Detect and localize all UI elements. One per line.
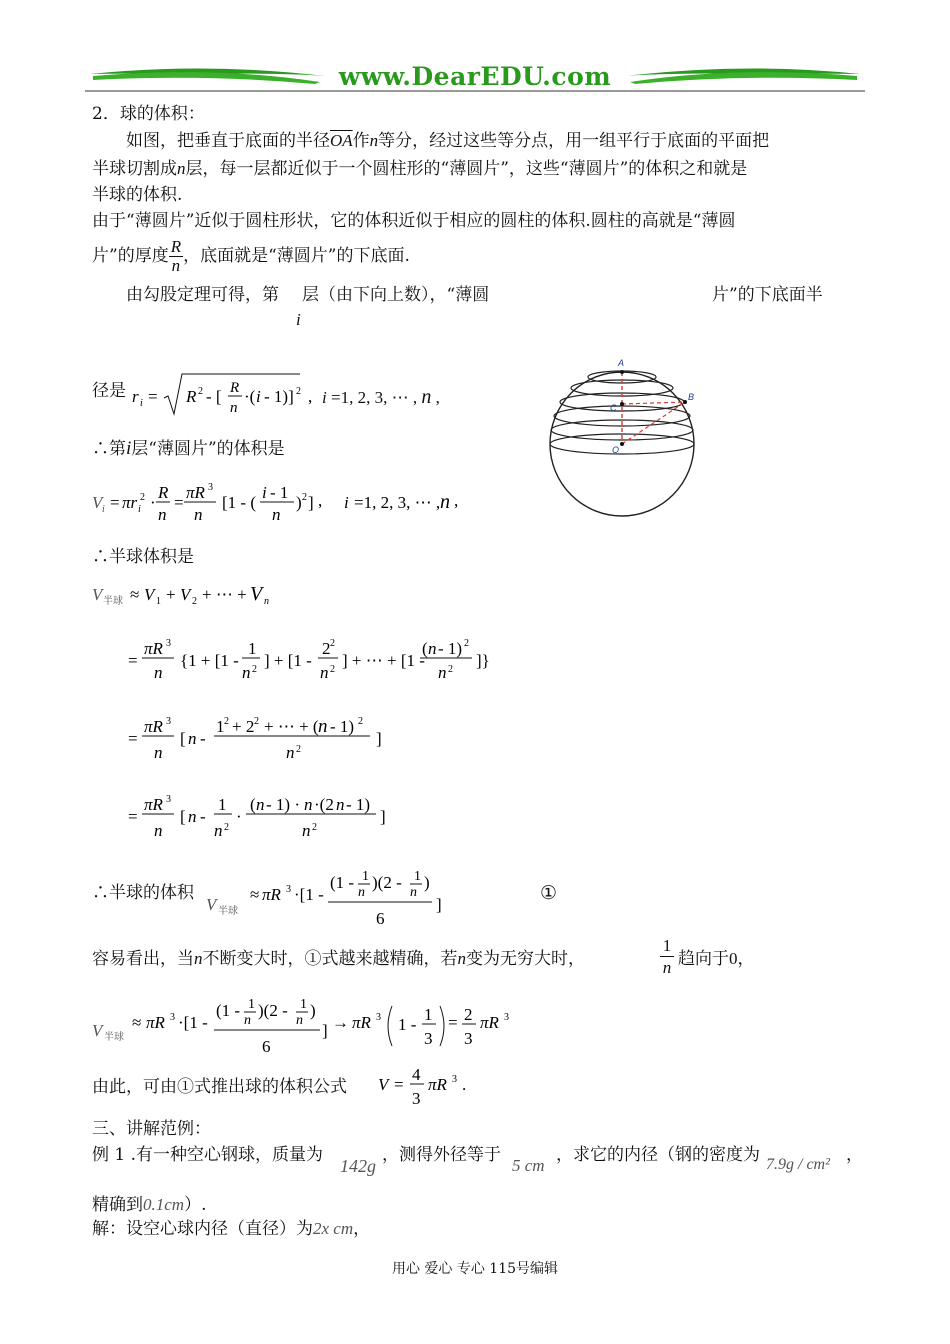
label-b: B [688,392,695,402]
svg-text:[1 - (: [1 - ( [222,493,256,512]
svg-text:2: 2 [140,492,145,503]
svg-text:3: 3 [208,482,213,493]
svg-text:]}: ]} [476,651,490,670]
text: 解：设空心球内径（直径）为 [92,1219,313,1239]
svg-text:n: n [336,795,345,814]
step-2-svg [126,712,426,770]
svg-text:V: V [250,583,263,605]
svg-text:≈: ≈ [132,1013,142,1032]
svg-text:- 1: - 1 [270,483,289,502]
numerator: R [170,237,182,256]
svg-text:+ ⋯ + (: + ⋯ + ( [264,717,319,736]
svg-text:πr: πr [122,493,138,512]
svg-text:R: R [230,380,240,396]
section-title: 三、讲解范例： [92,1119,211,1139]
svg-text:]: ] [322,1021,328,1040]
svg-text:3: 3 [170,1012,175,1023]
svg-text:i: i [262,483,267,502]
svg-text:] + ⋯ + [1 -: ] + ⋯ + [1 - [342,651,425,670]
svg-text:3: 3 [464,1029,473,1048]
paragraph-line [92,158,747,180]
svg-text:n: n [256,795,265,814]
math-mass: 142g [340,1156,376,1176]
svg-text:+ 2: + 2 [232,717,255,736]
svg-text:1: 1 [414,869,421,884]
equation-marker: ① [540,882,558,904]
text: ， [737,949,755,969]
text: 作 [352,131,370,151]
svg-text:n: n [194,505,203,524]
paragraph-line [92,438,285,460]
svg-text:]: ] [380,807,386,826]
svg-text:πR: πR [428,1075,447,1094]
text: 片”的下底面半 [712,285,823,305]
svg-text:·: · [236,807,242,826]
svg-text:- 1)]: - 1)] [264,387,294,406]
svg-text:(: ( [422,639,428,658]
svg-text:(1 -: (1 - [330,873,355,892]
svg-text:n: n [230,400,238,416]
text: 例 1 .有一种空心钢球，质量为 [92,1145,324,1165]
math-n: n [457,949,466,968]
svg-text:3: 3 [504,1012,509,1023]
svg-text:πR: πR [480,1013,499,1032]
svg-text:V: V [206,895,217,914]
svg-text:): ) [424,873,430,892]
svg-text:n: n [264,596,269,607]
svg-text:3: 3 [286,884,291,895]
svg-text:]: ] [376,729,382,748]
label-o: O [612,445,620,455]
svg-text:n: n [242,663,251,682]
svg-text:V: V [180,585,191,604]
text: 由勾股定理可得，第 [126,285,279,305]
section-title: 2．球的体积： [92,104,205,124]
svg-text:,: , [454,491,459,510]
svg-text:): ) [310,1001,316,1020]
svg-text:2: 2 [252,664,257,675]
svg-text:3: 3 [452,1074,457,1085]
svg-text:,: , [308,387,313,406]
svg-text:2: 2 [448,664,453,675]
svg-text:1: 1 [300,997,307,1012]
layer-volume-formula [90,476,490,536]
fraction-1-over-n: 1 n [660,936,674,979]
text: 如图，把垂直于底面的半径 [126,131,330,151]
svg-text:πR: πR [144,795,163,814]
svg-text:n: n [320,663,329,682]
svg-text:1: 1 [424,1005,433,1024]
sphere-volume-svg [376,1062,486,1114]
svg-text:3: 3 [412,1089,421,1108]
text: ∴半球的体积 [92,883,194,903]
text: 层，每一层都近似于一个圆柱形的“薄圆片”，这些“薄圆片”的体积之和就是 [185,159,748,179]
svg-text:=: = [128,729,138,748]
svg-text:πR: πR [144,717,163,736]
math-n: n [194,949,203,968]
text: 半球切割成 [92,159,177,179]
svg-text:=1, 2, 3, ⋯ ,: =1, 2, 3, ⋯ , [354,493,441,512]
math-density: 7.9g / cm² [766,1156,830,1173]
svg-text:V: V [92,1021,103,1040]
denominator: n [171,256,181,275]
svg-text:n: n [154,743,163,762]
text: ∴第 [92,439,126,459]
text: 变为无穷大时， [466,949,585,969]
text: 层（由下向上数），“薄圆 [302,285,490,305]
math-i: i [126,438,132,459]
math-precision: 0.1cm [143,1195,185,1214]
svg-text:n: n [286,743,295,762]
sphere-diagram [540,352,710,520]
paragraph-line: 半球的体积. [92,185,183,205]
svg-text:n: n [154,663,163,682]
svg-text:n: n [188,807,197,826]
svg-text:=: = [128,651,138,670]
svg-text:πR: πR [144,639,163,658]
page-footer: 用心 爱心 专心 115号编辑 [391,1261,559,1277]
svg-text:- 1): - 1) [330,717,355,736]
svg-text:i: i [140,398,143,409]
text: ）. [184,1195,207,1215]
svg-text:n: n [304,795,313,814]
svg-text:-: - [200,729,206,748]
svg-text:,: , [318,491,323,510]
svg-text:{1 + [1 -: {1 + [1 - [180,651,239,670]
svg-text:2: 2 [192,596,197,607]
paragraph-line [126,130,769,152]
svg-text:n: n [302,821,311,840]
text: 精确到 [92,1195,143,1215]
text: 由此，可由①式推出球的体积公式 [92,1077,347,1097]
sum-step-1 [126,634,526,694]
svg-text:i: i [344,493,349,512]
svg-text:2: 2 [464,638,469,649]
svg-text:.: . [462,1075,467,1094]
text: 容易看出，当 [92,949,194,969]
svg-text:·[1 -: ·[1 - [294,885,324,904]
layer-volume-svg [90,476,490,532]
svg-text:半球: 半球 [103,596,123,607]
svg-text:R: R [158,483,169,502]
svg-text:(1 -: (1 - [216,1001,241,1020]
paragraph-line [678,948,755,970]
svg-text:=: = [174,493,184,512]
svg-text:4: 4 [412,1065,421,1084]
label-a: A [618,358,625,368]
svg-text:-: - [200,807,206,826]
svg-text:→: → [332,1013,349,1032]
label-c: C [610,403,617,413]
math-inner-diameter: 2x cm [313,1219,354,1238]
svg-text:n: n [358,885,365,900]
limit-svg [90,988,530,1060]
svg-text:n: n [158,505,167,524]
svg-text:V: V [144,585,155,604]
svg-text:n: n [428,639,437,658]
svg-text:i: i [138,504,141,515]
svg-text:·: · [150,493,156,512]
sum-step-2 [126,712,426,774]
text: ∴半球体积是 [92,547,194,567]
svg-text:2: 2 [224,822,229,833]
step-1-svg [126,634,526,690]
math-n: n [369,131,379,150]
svg-text:2: 2 [296,744,301,755]
svg-text:R: R [186,387,197,406]
text: 等分，经过这些等分点，用一组平行于底面的平面把 [378,131,770,151]
svg-text:(: ( [250,795,256,814]
svg-text:1: 1 [248,997,255,1012]
svg-text:1: 1 [218,795,227,814]
svg-text:3: 3 [424,1029,433,1048]
math-n: n [177,159,186,178]
sphere-volume-formula [376,1062,486,1118]
svg-text:)(2 -: )(2 - [372,873,402,892]
svg-text:3: 3 [166,794,171,805]
limit-formula [90,988,530,1064]
svg-text:n: n [438,663,447,682]
svg-text:2: 2 [254,716,259,727]
site-logo: www.DearEDU.com [338,62,612,91]
svg-text:V: V [92,493,103,512]
svg-text:2: 2 [224,716,229,727]
svg-text:≈: ≈ [250,885,260,904]
svg-text:=: = [110,493,120,512]
svg-text:1: 1 [362,869,369,884]
svg-text:1: 1 [248,639,257,658]
paragraph-line: 由于“薄圆片”近似于圆柱形状，它的体积近似于相应的圆柱的体积.圆柱的高就是“薄圆 [92,211,736,231]
svg-text:≈: ≈ [130,585,140,604]
svg-text:V: V [378,1075,389,1094]
text: ， [846,1145,863,1165]
svg-text:6: 6 [376,909,385,928]
svg-text:2: 2 [322,639,331,658]
paragraph-line [92,1194,206,1216]
svg-text:3: 3 [376,1012,381,1023]
radius-range: i =1, 2, 3, ⋯ , n , [322,386,440,408]
svg-text:2: 2 [312,822,317,833]
fraction-r-over-n [169,238,183,275]
math-zero: 0 [729,949,738,968]
svg-text:]: ] [436,895,442,914]
svg-text:[: [ [180,807,186,826]
svg-text:1: 1 [156,596,161,607]
svg-text:=: = [394,1075,404,1094]
svg-text:=: = [148,387,158,406]
svg-text:半球: 半球 [218,906,238,917]
text: ，底面就是“薄圆片”的下底面. [183,246,410,266]
text: 径是 [92,381,126,401]
sum-step-3 [126,790,426,852]
svg-text:r: r [132,387,139,406]
svg-text:n: n [410,885,417,900]
svg-text:2: 2 [296,386,301,397]
paragraph-line [92,234,410,278]
svg-text:2: 2 [198,386,203,397]
svg-text:]: ] [308,493,314,512]
svg-text:πR: πR [352,1013,371,1032]
result-svg [204,866,464,934]
svg-text:[: [ [180,729,186,748]
sum-formula [90,578,390,618]
svg-text:n: n [318,716,328,737]
paragraph-line [92,1218,370,1240]
math-oa: $\overline{OA}$ [330,131,353,150]
svg-text:V: V [92,585,103,604]
text: ，求它的内径（钢的密度为 [556,1145,760,1165]
svg-text:=: = [448,1013,458,1032]
text: 层“薄圆片”的体积是 [131,439,285,459]
svg-text:)(2 -: )(2 - [258,1001,288,1020]
paragraph-line [92,948,585,970]
svg-text:n: n [296,1013,303,1028]
svg-text:3: 3 [166,638,171,649]
header-banner [85,60,865,96]
svg-text:·[1 -: ·[1 - [178,1013,208,1032]
svg-text:2: 2 [464,1005,473,1024]
svg-text:n: n [214,821,223,840]
text: ， [353,1219,371,1239]
svg-text:n: n [272,505,281,524]
svg-text:=: = [128,807,138,826]
svg-text:] + [1 -: ] + [1 - [264,651,312,670]
svg-text:i: i [256,387,261,406]
hemisphere-figure [540,352,710,520]
text: 不断变大时，①式越来越精确，若 [202,949,458,969]
svg-text:n: n [154,821,163,840]
svg-text:3: 3 [166,716,171,727]
hemisphere-volume-formula [204,866,464,938]
svg-text:6: 6 [262,1037,271,1056]
svg-text:- 1) ·: - 1) · [266,795,300,814]
text: ，测得外径等于 [382,1145,501,1165]
svg-text:1 -: 1 - [398,1015,417,1034]
math-diameter: 5 cm [512,1156,545,1175]
svg-text:·(2: ·(2 [314,795,334,814]
math-i: i [296,310,301,329]
svg-text:n: n [244,1013,251,1028]
svg-text:1: 1 [216,717,225,736]
svg-text:- 1): - 1) [438,639,463,658]
svg-text:2: 2 [330,664,335,675]
svg-text:·(: ·( [244,387,256,406]
svg-text:πR: πR [262,885,281,904]
svg-text:πR: πR [186,483,205,502]
svg-text:半球: 半球 [104,1032,124,1043]
svg-text:2: 2 [358,716,363,727]
svg-text:- [: - [ [206,387,222,406]
svg-text:n: n [440,491,450,513]
svg-text:πR: πR [146,1013,165,1032]
svg-text:n: n [188,729,197,748]
svg-text:+ ⋯ +: + ⋯ + [202,585,247,604]
text: 趋向于 [678,949,729,969]
sum-formula-svg [90,578,390,614]
text: 片”的厚度 [92,246,169,266]
svg-text:+: + [166,585,176,604]
svg-text:i: i [102,504,105,515]
svg-text:2: 2 [330,638,335,649]
svg-text:- 1): - 1) [346,795,371,814]
step-3-svg [126,790,426,848]
svg-text:2: 2 [302,492,307,503]
svg-text:): ) [296,493,302,512]
